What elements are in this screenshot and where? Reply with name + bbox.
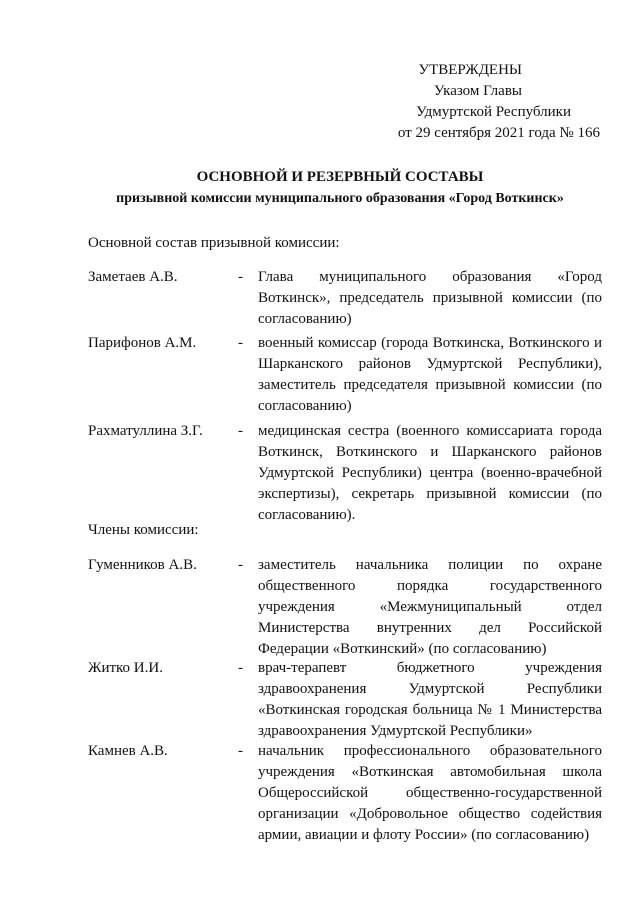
member-role: Глава муниципального образования «Город Воткинск», председатель призывной комиссии (по согласованию) — [258, 269, 602, 327]
member-name: Парифонов А.М. — [88, 335, 197, 351]
member-dash: - — [238, 269, 243, 285]
member-dash: - — [238, 743, 243, 759]
approval-stamp — [300, 60, 600, 144]
title-sub: призывной комиссии муниципального образования «Город Воткинск» — [116, 191, 564, 206]
member-role: заместитель начальника полиции по охране общественного порядка государственного учреждения «Межмуниципальный отдел Министерства внутренних дел Российской Федерации «Воткинский» (по согласованию) — [258, 557, 602, 657]
approval-decree: Указом Главы — [433, 83, 522, 99]
commission-section-label: Члены комиссии: — [88, 522, 199, 538]
document-title — [0, 167, 640, 209]
title-main: ОСНОВНОЙ И РЕЗЕРВНЫЙ СОСТАВЫ — [196, 169, 484, 185]
member-name: Камнев А.В. — [88, 743, 168, 759]
member-role: военный комиссар (города Воткинска, Воткинского и Шарканского районов Удмуртской Республики), заместитель председателя призывной комиссии (по согласованию) — [258, 335, 602, 414]
member-name: Рахматуллина З.Г. — [88, 423, 203, 439]
member-dash: - — [238, 335, 243, 351]
approval-date: от 29 сентября 2021 года № 166 — [397, 125, 600, 141]
member-role: врач-терапевт бюджетного учреждения здравоохранения Удмуртской Республики «Воткинская городская больница № 1 Министерства здравоохранения Удмуртской Республики» — [258, 660, 602, 739]
member-name: Житко И.И. — [88, 660, 163, 676]
member-dash: - — [238, 557, 243, 573]
member-role: медицинская сестра (военного комиссариата города Воткинск, Воткинского и Шарканского районов Удмуртской Республики) центра (военно-врачебной экспертизы), секретарь призывной комиссии (по согласованию). — [258, 423, 602, 523]
member-name: Заметаев А.В. — [88, 269, 178, 285]
approval-republic: Удмуртской Республики — [416, 104, 571, 120]
member-dash: - — [238, 423, 243, 439]
member-dash: - — [238, 660, 243, 676]
main-section-label: Основной состав призывной комиссии: — [88, 235, 340, 251]
member-role: начальник профессионального образовательного учреждения «Воткинская автомобильная школа Общероссийской общественно-государственной организации «Добровольное общество содействия армии, авиации и флоту России» (по согласованию) — [258, 743, 602, 843]
approval-title: УТВЕРЖДЕНЫ — [418, 62, 522, 78]
member-name: Гуменников А.В. — [88, 557, 197, 573]
